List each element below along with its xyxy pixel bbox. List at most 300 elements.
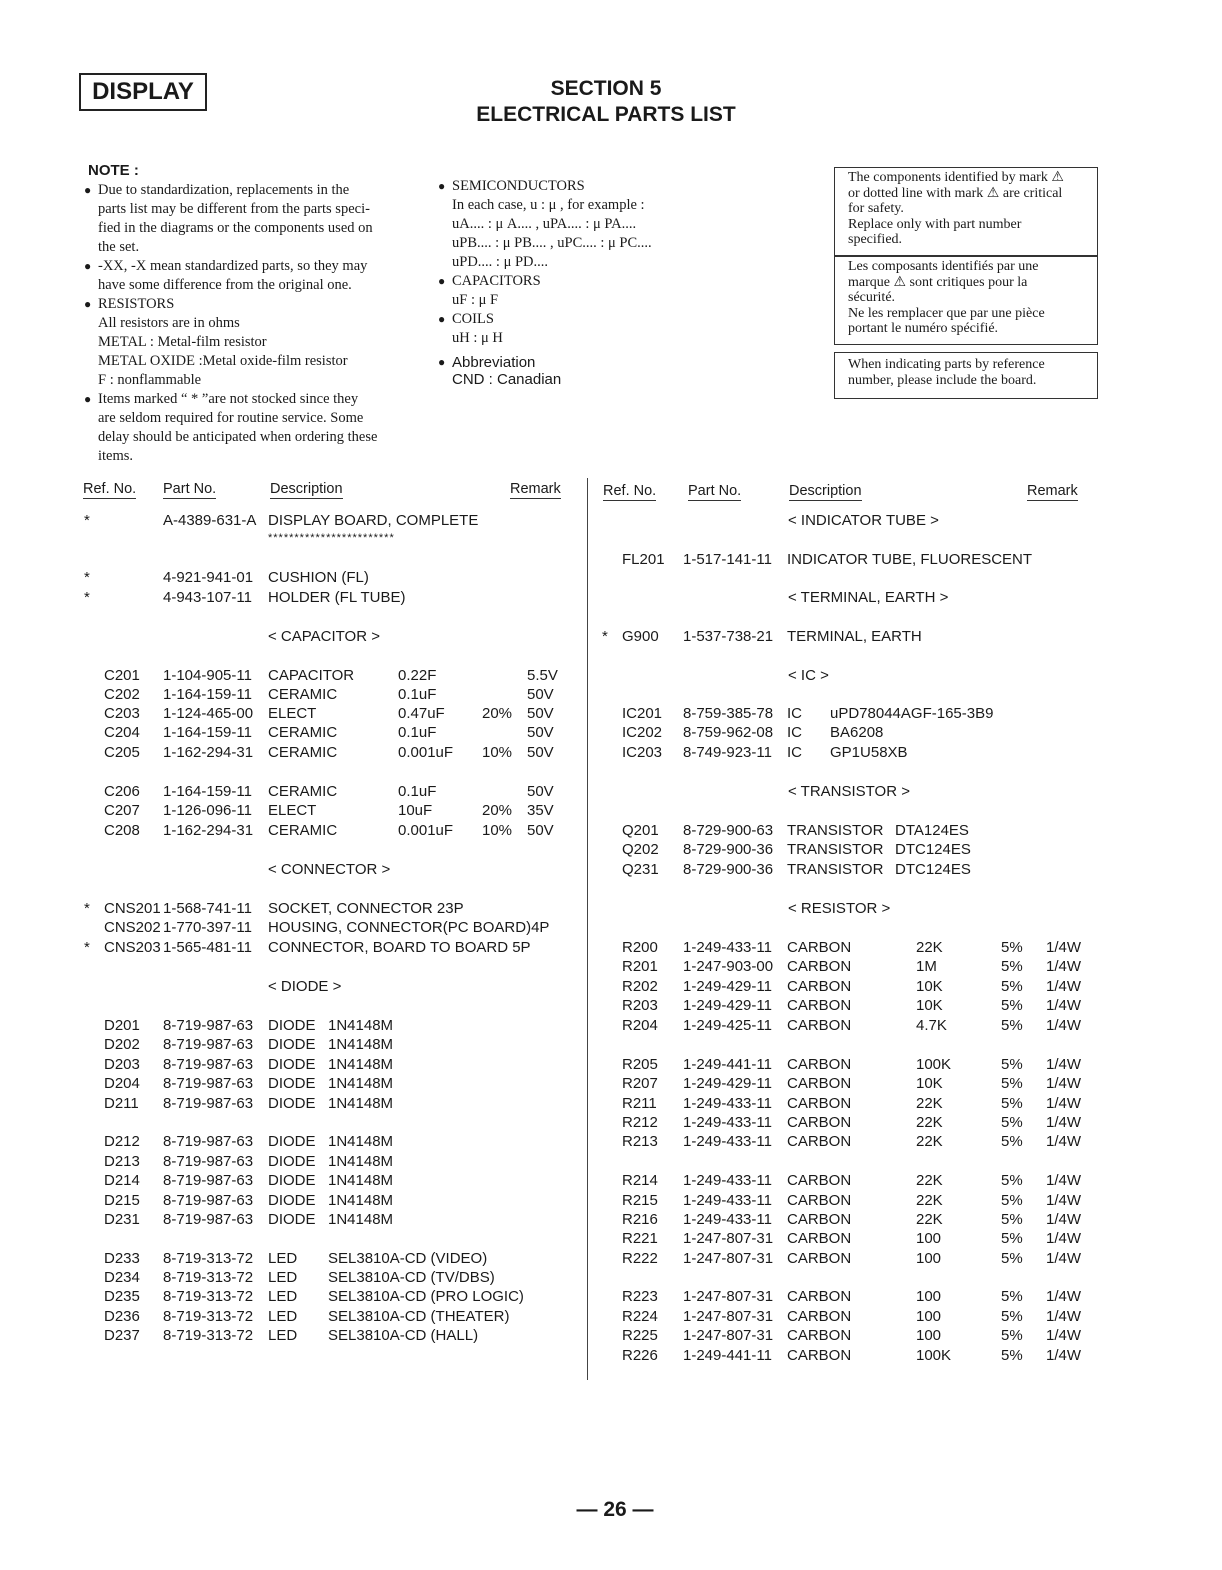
cell-val: 0.1uF (398, 783, 437, 800)
cell-part: 1-249-429-11 (683, 1075, 772, 1092)
section-number: SECTION 5 (550, 77, 662, 100)
note-line: METAL : Metal-film resistor (98, 334, 267, 350)
cell-tol: 5% (1001, 997, 1023, 1014)
cell-part: 1-249-433-11 (683, 1133, 772, 1150)
note-bullet: ● SEMICONDUCTORS (438, 177, 698, 196)
notice-line: portant le numéro spécifié. (848, 321, 999, 336)
cell-desc: IC (787, 744, 802, 761)
cell-desc: CUSHION (FL) (268, 569, 369, 586)
cell-ref: D203 (104, 1056, 140, 1073)
cell-watt: 1/4W (1046, 1347, 1082, 1364)
cell-part: 8-719-313-72 (163, 1288, 254, 1305)
cell-val2: SEL3810A-CD (PRO LOGIC) (328, 1288, 524, 1305)
cell-val2: 1N4148M (328, 1192, 394, 1209)
cell-val: 10K (916, 978, 943, 995)
cell-part: 1-162-294-31 (163, 744, 254, 761)
cell-watt: 1/4W (1046, 1172, 1082, 1189)
cell-ref: R204 (622, 1017, 658, 1034)
cell-ref: Q202 (622, 841, 659, 858)
cell-desc: HOLDER (FL TUBE) (268, 589, 406, 606)
category-header: < IC > (788, 667, 829, 684)
cell-desc: IC (787, 724, 802, 741)
cell-desc: CARBON (787, 1075, 852, 1092)
cell-part: 1-565-481-11 (163, 939, 252, 956)
cell-ref: R225 (622, 1327, 658, 1344)
cell-val: 22K (916, 1172, 943, 1189)
notice-line: The components identified by mark ⚠ (848, 170, 1064, 185)
cell-desc: LED (268, 1327, 298, 1344)
note-bullet: ● -XX, -X mean standardized parts, so they may (84, 257, 404, 276)
cell-volt: 5.5V (527, 667, 558, 684)
cell-part: 1-247-807-31 (683, 1288, 774, 1305)
cell-ref: Q231 (622, 861, 659, 878)
cell-ref: R226 (622, 1347, 658, 1364)
cell-tol: 5% (1001, 1172, 1023, 1189)
cell-desc: LED (268, 1269, 298, 1286)
note-line: F : nonflammable (98, 372, 202, 388)
note-title: NOTE : (88, 162, 139, 179)
cell-part: 1-249-433-11 (683, 1095, 772, 1112)
cell-tol: 5% (1001, 1114, 1023, 1131)
cell-ref: D235 (104, 1288, 140, 1305)
cell-part: 8-719-987-63 (163, 1056, 254, 1073)
cell-desc: DIODE (268, 1095, 316, 1112)
cell-ref: C208 (104, 822, 140, 839)
notice-line: number, please include the board. (848, 372, 1037, 388)
reference-notice (834, 352, 1098, 399)
cell-desc: CARBON (787, 1327, 852, 1344)
cell-desc: DIODE (268, 1192, 316, 1209)
category-header: < CONNECTOR > (268, 861, 391, 878)
note-line: uH : μ H (452, 330, 503, 346)
cell-code2: DTC124ES (895, 841, 971, 858)
cell-desc: DIODE (268, 1153, 316, 1170)
cell-desc: LED (268, 1308, 298, 1325)
cell-part: 8-759-962-08 (683, 724, 774, 741)
cell-part: 1-249-429-11 (683, 997, 772, 1014)
cell-desc: TRANSISTOR (787, 841, 884, 858)
cell-watt: 1/4W (1046, 1230, 1082, 1247)
cell-val2: 1N4148M (328, 1211, 394, 1228)
cell-desc: CARBON (787, 1172, 852, 1189)
cell-desc: CARBON (787, 1017, 852, 1034)
col-head-part-right: Part No. (688, 483, 742, 499)
cell-part: 1-247-807-31 (683, 1327, 774, 1344)
cell-val: 100 (916, 1250, 942, 1267)
cell-val: 22K (916, 1095, 943, 1112)
cell-val: 22K (916, 1114, 943, 1131)
cell-desc: CARBON (787, 1230, 852, 1247)
col-head-remark-right: Remark (1027, 483, 1078, 499)
cell-desc: DIODE (268, 1036, 316, 1053)
cell-val: 100 (916, 1308, 942, 1325)
cell-code: GP1U58XB (830, 744, 908, 761)
cell-ref: C201 (104, 667, 140, 684)
cell-watt: 1/4W (1046, 1133, 1082, 1150)
cell-val: 1M (916, 958, 937, 975)
category-header: < INDICATOR TUBE > (788, 512, 939, 529)
cell-part: 1-124-465-00 (163, 705, 254, 722)
cell-ref: R211 (622, 1095, 657, 1112)
notice-line: for safety. (848, 201, 904, 216)
category-header: < TRANSISTOR > (788, 783, 910, 800)
cell-part: 1-104-905-11 (163, 667, 252, 684)
cell-desc: CERAMIC (268, 783, 338, 800)
cell-code2: DTA124ES (895, 822, 969, 839)
notice-line: specified. (848, 232, 903, 247)
cell-desc: CARBON (787, 1250, 852, 1267)
note-line: uF : μ F (452, 292, 499, 308)
cell-part: 1-247-807-31 (683, 1308, 774, 1325)
cell-val2: SEL3810A-CD (VIDEO) (328, 1250, 488, 1267)
cell-ref: D212 (104, 1133, 140, 1150)
cell-part: 1-164-159-11 (163, 724, 252, 741)
cell-watt: 1/4W (1046, 958, 1082, 975)
cell-part: 8-719-987-63 (163, 1133, 254, 1150)
note-line: uPB.... : μ PB.... , uPC.... : μ PC.... (452, 235, 652, 251)
note-bullet: ● CAPACITORS (438, 272, 698, 291)
cell-part: 1-249-433-11 (683, 1114, 772, 1131)
notice-line: sécurité. (848, 290, 896, 305)
cell-desc: ELECT (268, 705, 317, 722)
cell-part: 8-719-313-72 (163, 1327, 254, 1344)
note-bullet: ● Items marked “ * ”are not stocked since they (84, 390, 404, 409)
cell-ref: C206 (104, 783, 140, 800)
note-bullet: ● Due to standardization, replacements in the (84, 181, 404, 200)
cell-part: 8-719-987-63 (163, 1075, 254, 1092)
cell-ref: R224 (622, 1308, 658, 1325)
cell-star: * (84, 900, 90, 917)
cell-ref: Q201 (622, 822, 659, 839)
cell-part: 8-719-987-63 (163, 1211, 254, 1228)
cell-desc: LED (268, 1250, 298, 1267)
cell-part: 1-162-294-31 (163, 822, 254, 839)
cell-val: 100K (916, 1347, 952, 1364)
cell-ref: R215 (622, 1192, 658, 1209)
cell-val: 10K (916, 997, 943, 1014)
cell-tol: 5% (1001, 978, 1023, 995)
complete-board-underline: ************************ (268, 532, 395, 544)
cell-part: 1-126-096-11 (163, 802, 252, 819)
cell-volt: 50V (527, 724, 554, 741)
notice-line: Replace only with part number (848, 216, 1022, 232)
cell-tol: 5% (1001, 1347, 1023, 1364)
notice-line: marque ⚠ sont critiques pour la (848, 274, 1028, 290)
cell-ref: CNS202 (104, 919, 161, 936)
notes-column-1 (84, 181, 404, 466)
note-line: uA.... : μ A.... , uPA.... : μ PA.... (452, 216, 637, 232)
cell-tol: 5% (1001, 958, 1023, 975)
note-line: METAL OXIDE :Metal oxide-film resistor (98, 353, 348, 369)
cell-watt: 1/4W (1046, 1075, 1082, 1092)
cell-tol: 5% (1001, 1288, 1023, 1305)
section-title (390, 76, 822, 128)
cell-val2: SEL3810A-CD (TV/DBS) (328, 1269, 495, 1286)
cell-desc: CERAMIC (268, 686, 338, 703)
cell-desc: DISPLAY BOARD, COMPLETE (268, 512, 479, 529)
cell-val: 4.7K (916, 1017, 947, 1034)
note-line: are seldom required for routine service. Some (98, 410, 364, 426)
note-line: parts list may be different from the parts speci- (98, 201, 370, 217)
cell-volt: 50V (527, 744, 554, 761)
category-header: < RESISTOR > (788, 900, 891, 917)
cell-ref: R222 (622, 1250, 658, 1267)
cell-code: BA6208 (830, 724, 884, 741)
cell-val2: 1N4148M (328, 1172, 394, 1189)
cell-part: 1-249-433-11 (683, 1192, 772, 1209)
cell-part: 1-249-433-11 (683, 1211, 772, 1228)
display-label-box: DISPLAY (79, 73, 207, 111)
cell-part: A-4389-631-A (163, 512, 257, 529)
cell-val2: 1N4148M (328, 1095, 394, 1112)
cell-ref: D211 (104, 1095, 139, 1112)
cell-star: * (84, 512, 90, 529)
cell-watt: 1/4W (1046, 1250, 1082, 1267)
cell-ref: D236 (104, 1308, 140, 1325)
cell-ref: R223 (622, 1288, 658, 1305)
cell-part: 1-537-738-21 (683, 628, 774, 645)
col-head-desc-left: Description (270, 481, 343, 497)
abbreviation-text: CND : Canadian (452, 371, 562, 388)
cell-part: 1-249-433-11 (683, 939, 772, 956)
cell-tol: 5% (1001, 1230, 1023, 1247)
cell-ref: D201 (104, 1017, 140, 1034)
cell-volt: 50V (527, 783, 554, 800)
cell-ref: R214 (622, 1172, 658, 1189)
notice-line: Les composants identifiés par une (848, 259, 1039, 274)
cell-desc: HOUSING, CONNECTOR(PC BOARD)4P (268, 919, 550, 936)
cell-val2: 1N4148M (328, 1133, 394, 1150)
cell-val2: SEL3810A-CD (THEATER) (328, 1308, 510, 1325)
cell-watt: 1/4W (1046, 1192, 1082, 1209)
cell-ref: R202 (622, 978, 658, 995)
cell-val: 100K (916, 1056, 952, 1073)
note-line: items. (98, 448, 134, 464)
cell-code: uPD78044AGF-165-3B9 (830, 705, 994, 722)
cell-ref: D233 (104, 1250, 140, 1267)
cell-desc: CARBON (787, 1133, 852, 1150)
column-divider (587, 478, 588, 1380)
cell-ref: D215 (104, 1192, 140, 1209)
cell-val: 10uF (398, 802, 433, 819)
note-line: uPD.... : μ PD.... (452, 254, 548, 270)
cell-val: 100 (916, 1327, 942, 1344)
cell-desc: SOCKET, CONNECTOR 23P (268, 900, 464, 917)
note-line: fied in the diagrams or the components used on (98, 220, 373, 236)
cell-ref: R201 (622, 958, 658, 975)
cell-watt: 1/4W (1046, 997, 1082, 1014)
cell-volt: 50V (527, 705, 554, 722)
category-header: < TERMINAL, EARTH > (788, 589, 949, 606)
cell-desc: CARBON (787, 978, 852, 995)
cell-part: 8-759-385-78 (683, 705, 774, 722)
cell-tol: 10% (482, 744, 513, 761)
cell-tol: 5% (1001, 1250, 1023, 1267)
cell-star: * (84, 589, 90, 606)
cell-tol: 5% (1001, 1017, 1023, 1034)
cell-ref: CNS201 (104, 900, 161, 917)
cell-ref: D204 (104, 1075, 140, 1092)
cell-ref: IC202 (622, 724, 663, 741)
abbreviation-title: ● Abbreviation (438, 354, 638, 371)
safety-notice-fr (834, 256, 1098, 345)
cell-ref: R207 (622, 1075, 658, 1092)
cell-desc: CARBON (787, 997, 852, 1014)
cell-watt: 1/4W (1046, 1211, 1082, 1228)
cell-val2: 1N4148M (328, 1017, 394, 1034)
cell-ref: C207 (104, 802, 140, 819)
col-head-ref-left: Ref. No. (83, 481, 137, 497)
cell-star: * (84, 569, 90, 586)
cell-val: 10K (916, 1075, 943, 1092)
cell-ref: C204 (104, 724, 140, 741)
cell-desc: DIODE (268, 1056, 316, 1073)
cell-watt: 1/4W (1046, 978, 1082, 995)
cell-ref: R200 (622, 939, 658, 956)
cell-part: 8-719-313-72 (163, 1250, 254, 1267)
cell-desc: CARBON (787, 1192, 852, 1209)
cell-desc: CERAMIC (268, 744, 338, 761)
cell-desc: CARBON (787, 1095, 852, 1112)
cell-ref: CNS203 (104, 939, 161, 956)
cell-ref: IC203 (622, 744, 663, 761)
cell-desc: DIODE (268, 1075, 316, 1092)
cell-part: 1-249-441-11 (683, 1056, 772, 1073)
cell-watt: 1/4W (1046, 1095, 1082, 1112)
note-bullet: ● RESISTORS (84, 295, 404, 314)
cell-desc: CARBON (787, 1056, 852, 1073)
cell-val: 0.22F (398, 667, 437, 684)
cell-part: 1-770-397-11 (163, 919, 252, 936)
cell-ref: R212 (622, 1114, 658, 1131)
cell-part: 1-164-159-11 (163, 783, 252, 800)
col-head-desc-right: Description (789, 483, 862, 499)
cell-tol: 5% (1001, 1056, 1023, 1073)
cell-watt: 1/4W (1046, 1308, 1082, 1325)
cell-desc: TRANSISTOR (787, 822, 884, 839)
cell-part: 1-568-741-11 (163, 900, 252, 917)
cell-part: 8-729-900-63 (683, 822, 774, 839)
cell-val: 22K (916, 1133, 943, 1150)
cell-ref: R203 (622, 997, 658, 1014)
abbreviation-block (438, 354, 638, 388)
cell-desc: DIODE (268, 1211, 316, 1228)
cell-part: 1-247-807-31 (683, 1250, 774, 1267)
cell-desc: DIODE (268, 1133, 316, 1150)
cell-val: 0.001uF (398, 744, 454, 761)
cell-part: 1-247-807-31 (683, 1230, 774, 1247)
cell-tol: 20% (482, 705, 513, 722)
cell-part: 1-247-903-00 (683, 958, 774, 975)
cell-desc: TERMINAL, EARTH (787, 628, 922, 645)
cell-val2: 1N4148M (328, 1036, 394, 1053)
notice-line: or dotted line with mark ⚠ are critical (848, 185, 1063, 201)
cell-desc: CERAMIC (268, 822, 338, 839)
note-line: the set. (98, 239, 140, 255)
cell-tol: 5% (1001, 1308, 1023, 1325)
cell-val2: 1N4148M (328, 1075, 394, 1092)
col-head-part-left: Part No. (163, 481, 217, 497)
cell-tol: 5% (1001, 1192, 1023, 1209)
cell-val2: 1N4148M (328, 1056, 394, 1073)
cell-desc: CARBON (787, 1211, 852, 1228)
cell-part: 8-719-987-63 (163, 1095, 254, 1112)
cell-watt: 1/4W (1046, 1017, 1082, 1034)
cell-watt: 1/4W (1046, 1327, 1082, 1344)
cell-part: 1-249-429-11 (683, 978, 772, 995)
col-head-remark-left: Remark (510, 481, 561, 497)
cell-desc: IC (787, 705, 802, 722)
cell-part: 8-719-987-63 (163, 1036, 254, 1053)
cell-star: * (602, 628, 608, 645)
cell-volt: 35V (527, 802, 554, 819)
cell-val: 22K (916, 1211, 943, 1228)
category-header: < CAPACITOR > (268, 628, 380, 645)
cell-tol: 5% (1001, 939, 1023, 956)
cell-part: 4-943-107-11 (163, 589, 252, 606)
cell-part: 1-249-425-11 (683, 1017, 772, 1034)
cell-val: 0.47uF (398, 705, 445, 722)
cell-watt: 1/4W (1046, 939, 1082, 956)
note-line: delay should be anticipated when ordering these (98, 429, 378, 445)
cell-desc: CERAMIC (268, 724, 338, 741)
note-line: All resistors are in ohms (98, 315, 240, 331)
cell-part: 8-719-313-72 (163, 1269, 254, 1286)
cell-tol: 5% (1001, 1095, 1023, 1112)
cell-volt: 50V (527, 822, 554, 839)
cell-tol: 5% (1001, 1327, 1023, 1344)
cell-ref: G900 (622, 628, 659, 645)
notes-column-2 (438, 177, 698, 348)
category-header: < DIODE > (268, 978, 342, 995)
cell-star: * (84, 939, 90, 956)
cell-desc: ELECT (268, 802, 317, 819)
cell-val2: 1N4148M (328, 1153, 394, 1170)
cell-tol: 5% (1001, 1133, 1023, 1150)
note-bullet: ● COILS (438, 310, 698, 329)
cell-part: 8-729-900-36 (683, 861, 774, 878)
cell-ref: D202 (104, 1036, 140, 1053)
cell-part: 1-249-441-11 (683, 1347, 772, 1364)
cell-desc: CARBON (787, 1308, 852, 1325)
cell-desc: CONNECTOR, BOARD TO BOARD 5P (268, 939, 531, 956)
cell-volt: 50V (527, 686, 554, 703)
section-heading: ELECTRICAL PARTS LIST (476, 103, 736, 126)
cell-part: 8-719-987-63 (163, 1192, 254, 1209)
cell-desc: DIODE (268, 1017, 316, 1034)
cell-ref: D231 (104, 1211, 140, 1228)
safety-notice-en (834, 167, 1098, 256)
cell-val: 100 (916, 1230, 942, 1247)
cell-part: 1-164-159-11 (163, 686, 252, 703)
cell-ref: R213 (622, 1133, 658, 1150)
cell-part: 8-719-987-63 (163, 1153, 254, 1170)
cell-code2: DTC124ES (895, 861, 971, 878)
cell-ref: R216 (622, 1211, 658, 1228)
cell-part: 4-921-941-01 (163, 569, 254, 586)
cell-part: 1-517-141-11 (683, 551, 772, 568)
cell-part: 8-719-987-63 (163, 1172, 254, 1189)
cell-desc: CARBON (787, 958, 852, 975)
cell-watt: 1/4W (1046, 1056, 1082, 1073)
note-line: have some difference from the original one. (98, 277, 352, 293)
cell-desc: CARBON (787, 1288, 852, 1305)
cell-ref: D214 (104, 1172, 140, 1189)
cell-val: 22K (916, 939, 943, 956)
cell-tol: 5% (1001, 1075, 1023, 1092)
cell-desc: INDICATOR TUBE, FLUORESCENT (787, 551, 1033, 568)
cell-desc: DIODE (268, 1172, 316, 1189)
